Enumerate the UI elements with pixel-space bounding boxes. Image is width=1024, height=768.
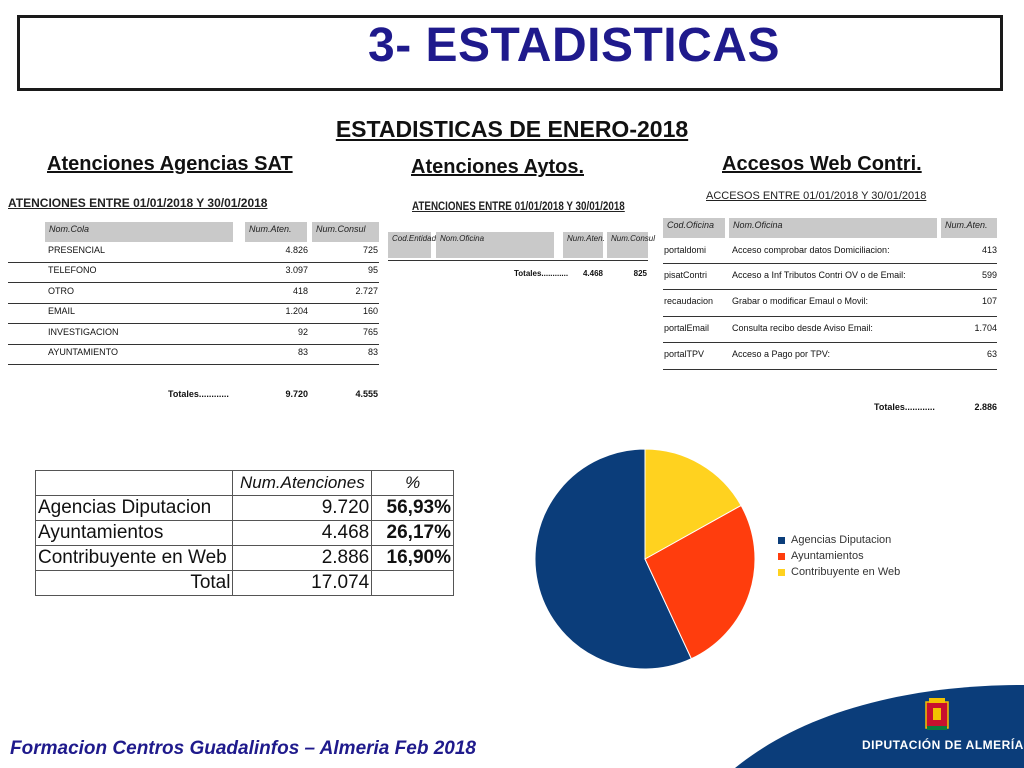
web-heading: Accesos Web Contri. [722, 153, 922, 175]
legend-swatch-ayuntamientos [778, 553, 785, 560]
aytos-total-consul: 825 [633, 269, 647, 278]
summary-header-pct: % [372, 471, 454, 496]
footer-caption: Formacion Centros Guadalinfos – Almeria Feb 2018 [10, 738, 476, 759]
summary-total-blank [372, 571, 454, 596]
sat-cell: 725 [362, 245, 378, 255]
summary-table [35, 470, 454, 596]
summary-value: 2.886 [233, 546, 372, 571]
legend-item-ayuntamientos [778, 548, 900, 564]
sat-cell: 83 [367, 347, 378, 357]
web-totals-label: Totales............ [874, 402, 935, 412]
legend-item-web [778, 564, 900, 580]
web-row-divider [663, 342, 997, 343]
web-cell: pisatContri [664, 270, 708, 280]
web-row-divider [663, 369, 997, 370]
sat-cell: 765 [362, 327, 378, 337]
aytos-header-nomoficina: Nom.Oficina [436, 232, 554, 258]
sat-row-divider [8, 282, 379, 283]
summary-header-row [36, 471, 454, 496]
web-row-divider [663, 263, 997, 264]
web-cell: recaudacion [664, 296, 714, 306]
web-row-divider [663, 289, 997, 290]
slide-title: 3- ESTADISTICAS [368, 19, 780, 72]
summary-label: Contribuyente en Web [36, 546, 233, 571]
sat-row-divider [8, 303, 379, 304]
aytos-header-numconsul: Num.Consul [607, 232, 648, 258]
web-cell: Consulta recibo desde Aviso Email: [732, 323, 873, 333]
org-name: DIPUTACIÓN DE ALMERÍA [862, 738, 1024, 752]
web-cell: Acceso comprobar datos Domiciliacion: [732, 245, 890, 255]
summary-total-value: 17.074 [233, 571, 372, 596]
sat-cell: 3.097 [285, 265, 308, 275]
aytos-heading: Atenciones Aytos. [411, 156, 584, 178]
summary-value: 4.468 [233, 521, 372, 546]
sat-row-divider [8, 323, 379, 324]
web-cell: 413 [981, 245, 997, 255]
aytos-report-title: ATENCIONES ENTRE 01/01/2018 Y 30/01/2018 [412, 199, 625, 213]
summary-header-blank [36, 471, 233, 496]
web-cell: portalTPV [664, 349, 705, 359]
sat-cell: 160 [362, 306, 378, 316]
web-row-divider [663, 316, 997, 317]
sat-cell: 83 [297, 347, 308, 357]
web-cell: 599 [981, 270, 997, 280]
summary-row [36, 546, 454, 571]
summary-percent: 56,93% [372, 496, 454, 521]
aytos-row-divider [388, 260, 648, 261]
web-report-title: ACCESOS ENTRE 01/01/2018 Y 30/01/2018 [706, 190, 927, 202]
web-header-nomoficina: Nom.Oficina [729, 218, 937, 238]
coat-of-arms-icon [926, 698, 948, 730]
sat-cell: EMAIL [48, 306, 76, 316]
legend-swatch-agencias [778, 537, 785, 544]
summary-percent: 16,90% [372, 546, 454, 571]
pie-legend [778, 532, 900, 580]
summary-total-row [36, 571, 454, 596]
web-cell: 1.704 [974, 323, 997, 333]
legend-label-web: Contribuyente en Web [791, 566, 901, 578]
sat-total-consul: 4.555 [355, 389, 378, 399]
sat-totals-label: Totales............ [168, 389, 229, 399]
summary-label: Agencias Diputacion [36, 496, 233, 521]
web-cell: 107 [981, 296, 997, 306]
web-cell: Acceso a Pago por TPV: [732, 349, 831, 359]
sat-heading: Atenciones Agencias SAT [47, 153, 293, 175]
sat-cell: AYUNTAMIENTO [48, 347, 119, 357]
web-total-aten: 2.886 [974, 402, 997, 412]
web-cell: Acceso a Inf Tributos Contri OV o de Email: [732, 270, 906, 280]
summary-total-label: Total [36, 571, 233, 596]
legend-label-ayuntamientos: Ayuntamientos [791, 550, 864, 562]
web-cell: portaldomi [664, 245, 707, 255]
sat-header-nomcola: Nom.Cola [45, 222, 233, 242]
sat-header-numaten: Num.Aten. [245, 222, 307, 242]
sat-row-divider [8, 344, 379, 345]
web-cell: portalEmail [664, 323, 710, 333]
summary-header-num: Num.Atenciones [233, 471, 372, 496]
sat-header-numconsul: Num.Consul [312, 222, 379, 242]
aytos-header-numaten: Num.Aten. [563, 232, 603, 258]
summary-label: Ayuntamientos [36, 521, 233, 546]
pie-chart [530, 443, 760, 675]
summary-value: 9.720 [233, 496, 372, 521]
legend-item-agencias [778, 532, 900, 548]
sat-cell: 4.826 [285, 245, 308, 255]
aytos-totals-label: Totales............ [514, 269, 569, 278]
sat-cell: INVESTIGACION [48, 327, 119, 337]
web-header-codoficina: Cod.Oficina [663, 218, 725, 238]
sat-cell: 92 [297, 327, 308, 337]
slide-subtitle: ESTADISTICAS DE ENERO-2018 [335, 116, 689, 142]
sat-cell: PRESENCIAL [48, 245, 106, 255]
sat-cell: TELEFONO [48, 265, 97, 275]
sat-cell: 418 [292, 286, 308, 296]
sat-total-aten: 9.720 [285, 389, 308, 399]
summary-row [36, 521, 454, 546]
sat-cell: OTRO [48, 286, 74, 296]
sat-report-title: ATENCIONES ENTRE 01/01/2018 Y 30/01/2018 [8, 196, 268, 210]
sat-row-divider [8, 262, 379, 263]
summary-percent: 26,17% [372, 521, 454, 546]
web-cell: Grabar o modificar Emaul o Movil: [732, 296, 869, 306]
legend-swatch-web [778, 569, 785, 576]
aytos-header-codentidad: Cod.Entidad [388, 232, 431, 258]
sat-cell: 1.204 [285, 306, 308, 316]
summary-row [36, 496, 454, 521]
legend-label-agencias: Agencias Diputacion [791, 534, 892, 546]
sat-cell: 2.727 [355, 286, 378, 296]
aytos-total-aten: 4.468 [582, 269, 603, 278]
web-header-numaten: Num.Aten. [941, 218, 997, 238]
web-cell: 63 [986, 349, 997, 359]
sat-row-divider [8, 364, 379, 365]
sat-cell: 95 [367, 265, 378, 275]
